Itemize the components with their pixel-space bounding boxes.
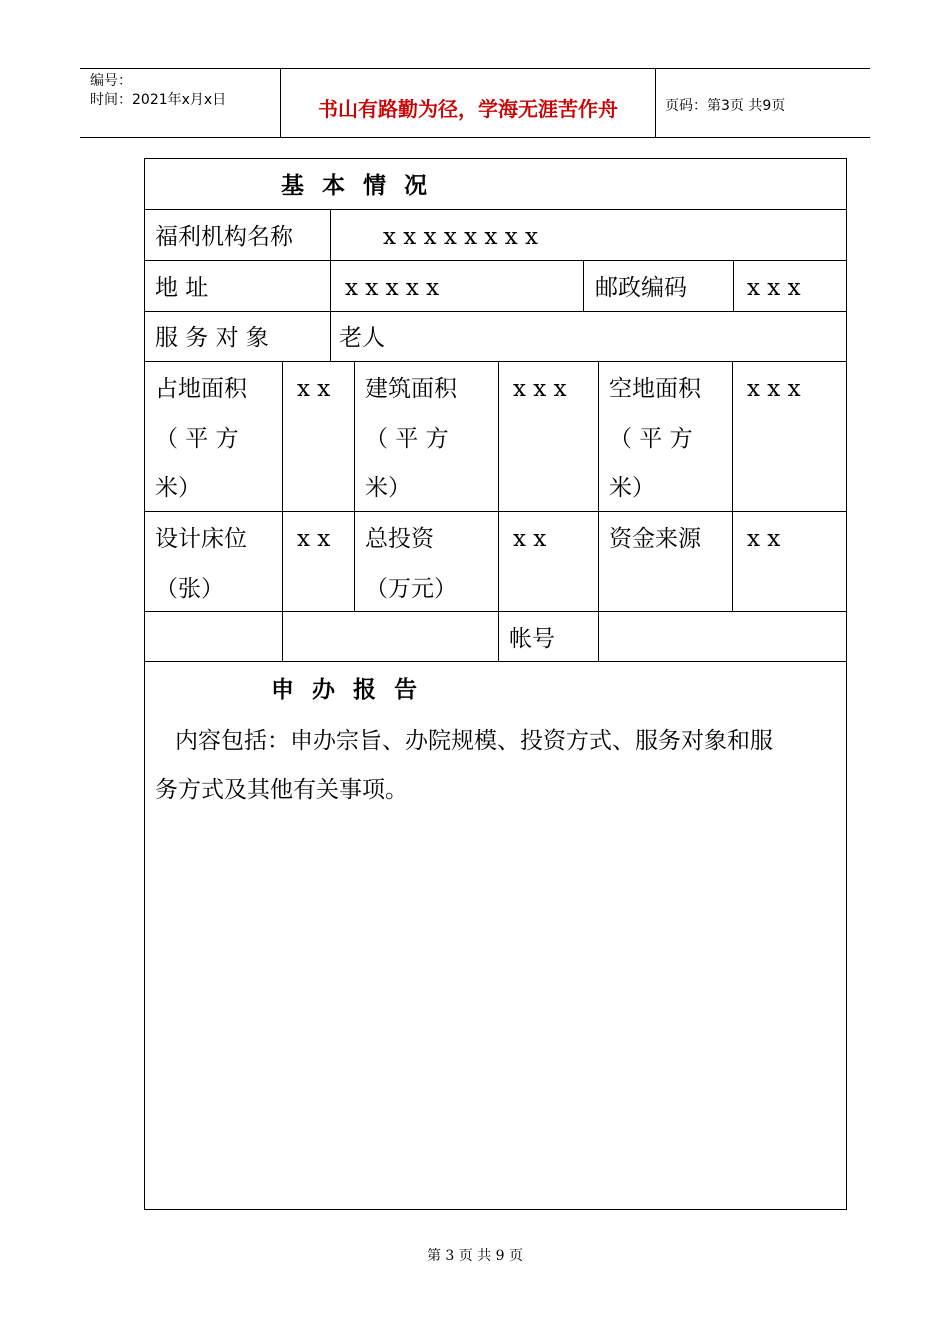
header-page-cell (655, 69, 870, 137)
report-content-line: 内容包括：申办宗旨、办院规模、投资方式、服务对象和服 (175, 728, 773, 754)
address-label: 地 址 (155, 275, 209, 301)
col-divider (498, 361, 499, 661)
land-area-label: （ 平 方 (155, 426, 239, 452)
basic-info-form (144, 158, 847, 1210)
col-divider (732, 361, 733, 611)
beds-label: 设计床位 (155, 526, 247, 552)
account-label: 帐号 (509, 626, 555, 652)
report-title: 申 办 报 告 (271, 676, 418, 703)
building-area-label: 建筑面积 (365, 376, 457, 402)
org-name-value: x x x x x x x x (383, 224, 538, 250)
col-divider (583, 260, 584, 311)
row-divider (145, 361, 846, 362)
document-time-label: 时间：2021年x月x日 (90, 92, 227, 108)
beds-value: x x (297, 526, 331, 552)
beds-label: （张） (155, 576, 224, 602)
document-number-label: 编号： (90, 73, 132, 89)
col-divider (733, 260, 734, 311)
header-meta (80, 69, 280, 137)
row-divider (145, 311, 846, 312)
header-motto-cell (280, 69, 656, 137)
col-divider (354, 361, 355, 611)
col-divider (330, 209, 331, 361)
building-area-value: x x x (513, 376, 567, 402)
row-divider (145, 661, 846, 662)
land-area-label: 占地面积 (155, 376, 247, 402)
header-motto: 书山有路勤为径，学海无涯苦作舟 (318, 97, 618, 121)
section-title: 基 本 情 况 (281, 172, 428, 199)
land-area-label: 米） (155, 475, 201, 501)
row-divider (145, 209, 846, 210)
building-area-label: （ 平 方 (365, 426, 449, 452)
investment-label: 总投资 (365, 526, 434, 552)
building-area-label: 米） (365, 475, 411, 501)
page-footer: 第 3 页 共 9 页 (426, 1248, 524, 1264)
col-divider (282, 361, 283, 661)
row-divider (145, 611, 846, 612)
header-page-info: 页码：第3页 共9页 (665, 98, 786, 114)
investment-label: （万元） (365, 576, 457, 602)
row-divider (145, 511, 846, 512)
report-content-line: 务方式及其他有关事项。 (155, 777, 408, 803)
service-target-label: 服 务 对 象 (155, 325, 269, 351)
investment-value: x x (513, 526, 547, 552)
service-target-value: 老人 (339, 325, 385, 351)
open-area-value: x x x (747, 376, 801, 402)
open-area-label: （ 平 方 (609, 426, 693, 452)
postcode-value: x x x (747, 275, 801, 301)
row-divider (145, 260, 846, 261)
address-value: x x x x x (345, 275, 440, 301)
col-divider (598, 361, 599, 661)
postcode-label: 邮政编码 (595, 275, 687, 301)
fund-source-label: 资金来源 (609, 526, 701, 552)
page-header (80, 68, 870, 138)
land-area-value: x x (297, 376, 331, 402)
open-area-label: 空地面积 (609, 376, 701, 402)
org-name-label: 福利机构名称 (155, 224, 293, 250)
fund-source-value: x x (747, 526, 781, 552)
open-area-label: 米） (609, 475, 655, 501)
